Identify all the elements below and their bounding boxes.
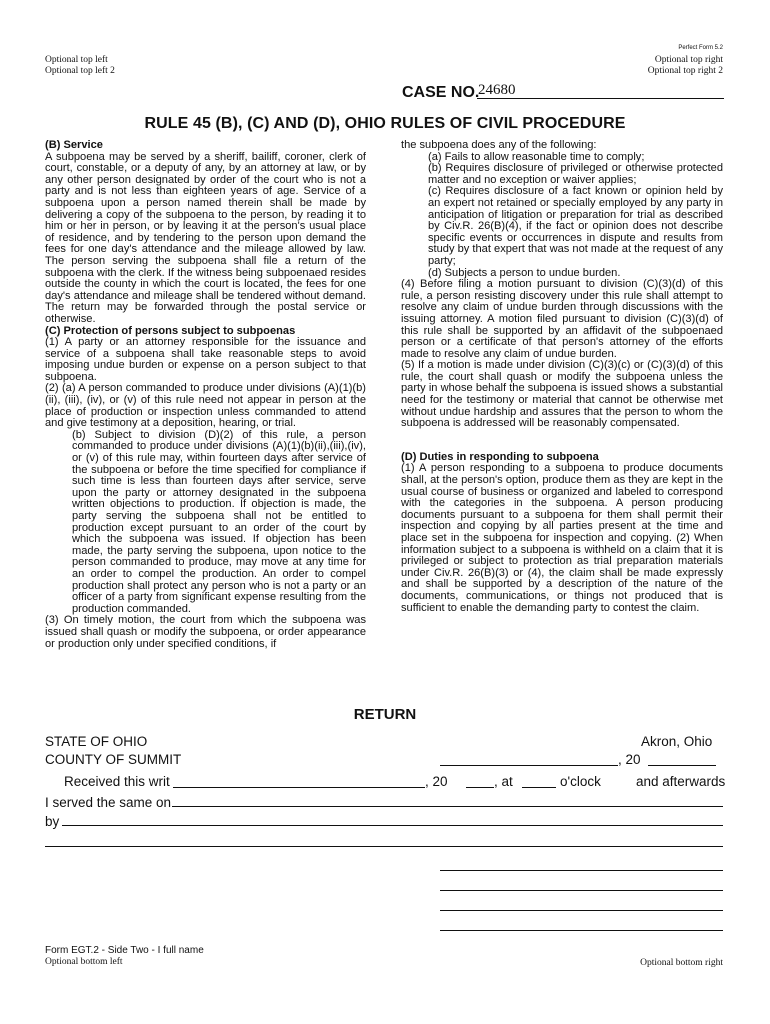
afterwards-label: and afterwards: [636, 774, 726, 789]
return-date-line[interactable]: [440, 765, 618, 766]
case-number-label: CASE NO.: [402, 84, 480, 101]
at-label: , at: [494, 774, 513, 789]
return-year-prefix: , 20: [618, 752, 641, 767]
rule-paragraph: (b) Requires disclosure of privileged or otherwise protected matter and no exception or waiver applies;: [428, 162, 723, 186]
rule-paragraph: (b) Subject to division (D)(2) of this rule, a person commanded to produce under divisions (A)(1)(b)(ii),(iii),(iv), or (v) of this rule may, within fourteen days after service of the subpoena or before the time specified for compliance if such time is less than fourteen days after service, serve upon the party or attorney designated in the subpoena written objections to production. If objection is made, the party serving the subpoena shall not be entitled to production except pursuant to an order of the court by which the subpoena was issued. If objection has been made, the party serving the subpoena, upon notice to the person commanded to produce, may move at any time for an order to compel the production. An order to compel production shall protect any person who is not a party or an officer of a party from significant expense resulting from the production commanded.: [72, 428, 366, 615]
section-heading: (C) Protection of persons subject to subpoenas: [45, 324, 296, 337]
by-label: by: [45, 814, 60, 829]
received-year-prefix: , 20: [425, 774, 448, 789]
return-year-line[interactable]: [648, 765, 716, 766]
rule-paragraph: (a) Fails to allow reasonable time to comply;: [428, 150, 645, 163]
top-left-label-1: Optional top left: [45, 55, 108, 65]
top-right-label-1: Optional top right: [654, 55, 723, 65]
rule-paragraph: the subpoena does any of the following:: [401, 139, 597, 151]
received-year-line[interactable]: [466, 787, 494, 788]
by-line[interactable]: [62, 825, 723, 826]
oclock-label: o'clock: [560, 774, 601, 789]
rule-paragraph: A subpoena may be served by a sheriff, bailiff, coroner, clerk of court, constable, or a deputy of any, by an attorney at law, or by any other person designated by order of the court who is not a party and is not less than eighteen years of age. Service of a subpoena upon a person named therein shall be made by delivering a copy of the subpoena to the person, by reading it to him or her in person, or by leaving it at the person's usual place of residence, and by tendering to the person upon demand the fees for one day's attendance and the mileage allowed by law. The person serving the subpoena shall file a return of the subpoena with the clerk. If the witness being subpoenaed resides outside the county in which the court is located, the fees for one day's attendance and mileage shall be tendered without demand. The return may be forwarded through the postal service or otherwise.: [45, 150, 366, 325]
section-heading: (B) Service: [45, 139, 103, 151]
rule-paragraph: (5) If a motion is made under division (C)(3)(c) or (C)(3)(d) of this rule, the court shall quash or modify the subpoena unless the party in whose behalf the subpoena is issued shows a substantial need for the testimony or material that cannot be otherwise met without undue hardship and assures that the person to whom the subpoena is addressed will be reasonably compensated.: [401, 359, 723, 430]
rule-paragraph: (c) Requires disclosure of a fact known or opinion held by an expert not retained or specially employed by any party in anticipation of litigation or preparation for trial as described by Civ.R. 26(B)(4), if the fact or opinion does not describe specific events or occurrences in dispute and results from study by that expert that was not made at the request of any party;: [428, 185, 723, 267]
case-number-line: [477, 98, 724, 99]
form-name: Form EGT.2 - Side Two - I full name: [45, 945, 204, 956]
rule-paragraph: (2) (a) A person commanded to produce under divisions (A)(1)(b)(ii), (iii), (iv), or (v) of this rule need not appear in person at the place of production or inspection unless commanded to attend and give testimony at a deposition, hearing, or trial.: [45, 382, 366, 430]
bottom-left-label: Optional bottom left: [45, 957, 123, 967]
form-tag: Perfect Form 5.2: [678, 45, 723, 51]
left-column: [45, 140, 366, 650]
bottom-right-label: Optional bottom right: [640, 958, 723, 968]
served-label: I served the same on: [45, 795, 172, 810]
signature-line-4[interactable]: [440, 930, 723, 931]
received-label: Received this writ: [64, 774, 170, 789]
rule-paragraph: (4) Before filing a motion pursuant to division (C)(3)(d) of this rule, a person resisting discovery under this rule shall attempt to resolve any claim of undue burden through discussions with the issuing attorney. A motion filed pursuant to division (C)(3)(d) of this rule shall be supported by an affidavit of the subpoenaed person or a certificate of that person's attorney of the efforts made to resolve any claim of undue burden.: [401, 278, 723, 360]
top-left-label-2: Optional top left 2: [45, 66, 115, 76]
section-heading: (D) Duties in responding to subpoena: [401, 450, 599, 463]
return-heading: RETURN: [353, 706, 417, 723]
top-right-label-2: Optional top right 2: [647, 66, 723, 76]
rule-paragraph: (3) On timely motion, the court from which the subpoena was issued shall quash or modify the subpoena, or order appearance or production only under specified conditions, if: [45, 614, 366, 650]
rule-paragraph: (1) A person responding to a subpoena to produce documents shall, at the person's option, produce them as they are kept in the usual course of business or organized and labeled to correspond with the categories in the subpoena. A person producing documents pursuant to a subpoena for them shall permit their inspection and copying by all parties present at the time and place set in the subpoena for inspection and copying. (2) When information subject to a subpoena is withheld on a claim that it is privileged or subject to protection as trial preparation materials under Civ.R. 26(B)(3) or (4), the claim shall be made expressly and shall be supported by a description of the nature of the documents, communications, or things not produced that is sufficient to enable the demanding party to contest the claim.: [401, 462, 723, 614]
case-number-value[interactable]: 24680: [478, 82, 516, 98]
city-label: Akron, Ohio: [641, 734, 713, 749]
served-line[interactable]: [172, 806, 723, 807]
page-title: RULE 45 (B), (C) AND (D), OHIO RULES OF CIVIL PROCEDURE: [144, 115, 626, 132]
received-time-line[interactable]: [522, 787, 556, 788]
blank-line-1[interactable]: [45, 846, 723, 847]
state-label: STATE OF OHIO: [45, 734, 148, 749]
rule-paragraph: (d) Subjects a person to undue burden.: [428, 266, 621, 279]
signature-line-3[interactable]: [440, 910, 723, 911]
right-column: [401, 140, 723, 614]
county-label: COUNTY OF SUMMIT: [45, 752, 182, 767]
rule-paragraph: (1) A party or an attorney responsible for the issuance and service of a subpoena shall take reasonable steps to avoid imposing undue burden or expense on a person subject to that subpoena.: [45, 336, 366, 383]
signature-line-1[interactable]: [440, 870, 723, 871]
signature-line-2[interactable]: [440, 890, 723, 891]
received-date-line[interactable]: [173, 787, 425, 788]
